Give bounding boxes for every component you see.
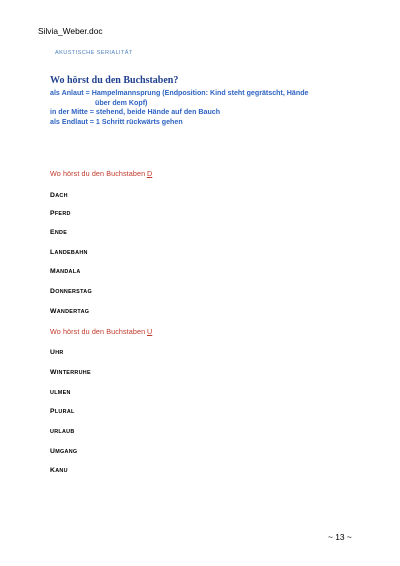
word-item: PFERD: [50, 210, 71, 217]
word-item: WINTERRUHE: [50, 369, 91, 376]
word-item: ENDE: [50, 229, 68, 236]
instruction-line-mitte: in der Mitte = stehend, beide Hände auf den Bauch: [50, 108, 221, 117]
group-u-heading-prefix: Wo hörst du den Buchstaben: [50, 327, 146, 336]
word-item: ULMEN: [50, 390, 71, 396]
page-number: ~ 13 ~: [328, 532, 352, 542]
group-d-heading-letter: D: [146, 169, 153, 178]
page-title: Wo hörst du den Buchstaben?: [50, 75, 179, 86]
word-item: PLURAL: [50, 408, 75, 415]
instruction-line-anlaut: als Anlaut = Hampelmannsprung (Endposition: Kind steht gegrätscht, Hände: [50, 89, 309, 97]
word-item: DONNERSTAG: [50, 288, 92, 295]
word-item: DACH: [50, 192, 68, 199]
group-d-heading: [50, 169, 152, 178]
group-u-heading: [50, 327, 152, 336]
group-u-heading-letter: U: [146, 327, 153, 336]
word-item: UHR: [50, 349, 64, 356]
word-item: WANDERTAG: [50, 308, 90, 315]
word-item: UMGANG: [50, 448, 78, 455]
document-filename: Silvia_Weber.doc: [38, 26, 103, 36]
instruction-line-anlaut-cont: über dem Kopf): [95, 98, 148, 107]
word-item: MANDALA: [50, 268, 81, 275]
word-item: KANU: [50, 467, 68, 474]
instructions: [50, 89, 380, 127]
section-label: AKUSTISCHE SERIALITÄT: [55, 50, 133, 56]
instruction-line-endlaut: als Endlaut = 1 Schritt rückwärts gehen: [50, 117, 183, 126]
word-item: LANDEBAHN: [50, 249, 88, 256]
group-d-heading-prefix: Wo hörst du den Buchstaben: [50, 169, 146, 178]
word-item: URLAUB: [50, 429, 75, 435]
